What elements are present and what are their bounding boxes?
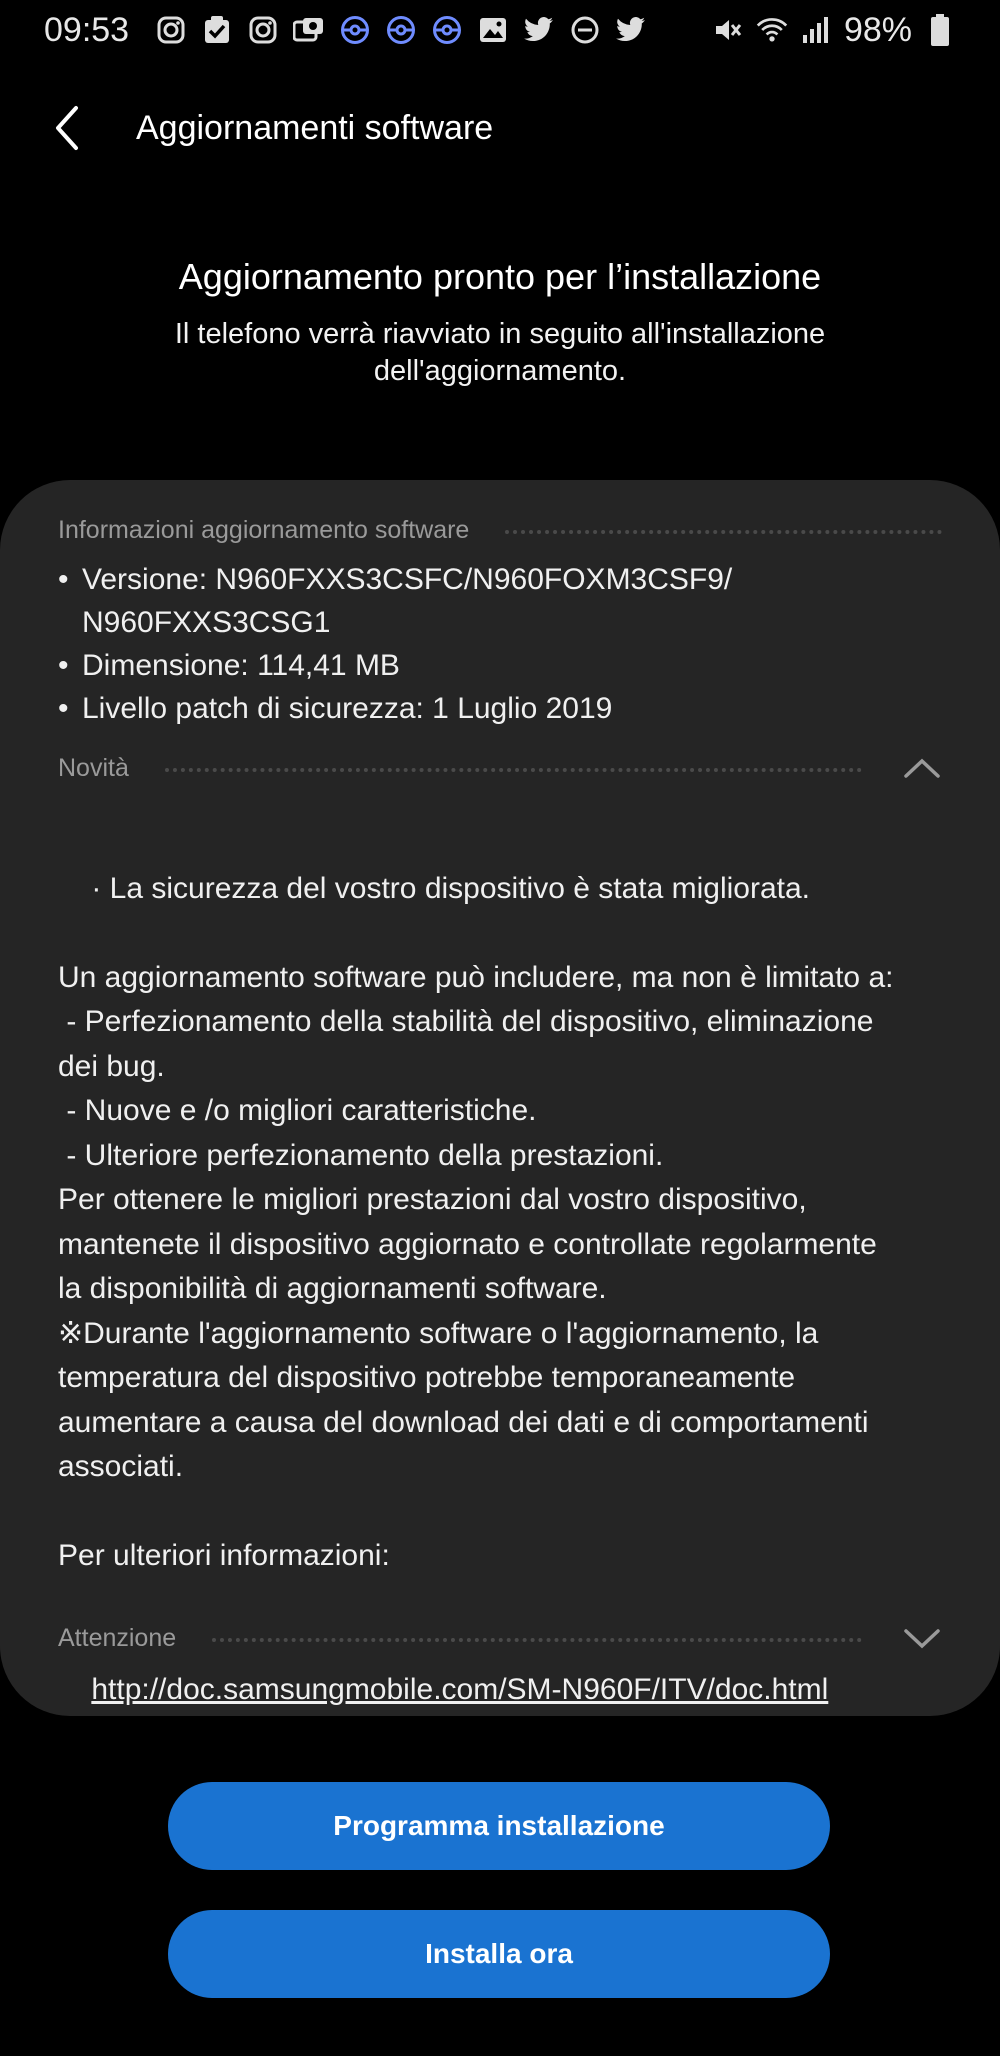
novita-text: · La sicurezza del vostro dispositivo è stata migliorata. Un aggiornamento software può includere, ma non è limitato a: - Perfezionamento della stabilità del dispositivo, eliminazione dei bug. - Nuove e /o migliori caratteristiche. - Ulteriore perfezionamento della prestazioni. Per ottenere le migliori prestazioni dal vostro dispositivo, mantenete il dispositivo aggiornato e controllate regolarmente la disponibilità di aggiornamenti software. ※Durante l'aggiornamento software o l'aggiornamento, la temperatura del dispositivo potrebbe temporaneamente aumentare a causa del download dei dati e di comportamenti associati. Per ulteriori informazioni: xyxy=(58,871,894,1572)
divider-dots xyxy=(212,1638,862,1642)
dnd-icon xyxy=(569,14,601,46)
novita-section-title: Novità xyxy=(58,753,129,782)
page-title: Aggiornamenti software xyxy=(136,108,494,147)
check-icon xyxy=(201,14,233,46)
novita-section-header[interactable] xyxy=(58,748,942,788)
update-ready-title: Aggiornamento pronto per l’installazione xyxy=(178,256,822,297)
status-bar xyxy=(0,0,1000,60)
schedule-install-button[interactable]: Programma installazione xyxy=(168,1782,830,1870)
back-arrow-icon xyxy=(48,102,88,154)
signal-icon xyxy=(800,14,832,46)
status-time: 09:53 xyxy=(44,10,130,49)
info-list xyxy=(58,558,938,730)
pokemon-icon xyxy=(339,14,371,46)
chevron-up-icon[interactable] xyxy=(886,748,942,788)
chevron-down-icon[interactable] xyxy=(886,1618,942,1658)
divider-dots xyxy=(165,768,862,772)
attenzione-section-title: Attenzione xyxy=(58,1623,177,1652)
info-section-header xyxy=(58,510,942,550)
app-header xyxy=(0,92,1000,164)
novita-body xyxy=(58,822,958,1757)
camera-icon xyxy=(293,14,325,46)
update-ready-subtitle: Il telefono verrà riavviato in seguito all'installazione dell'aggiornamento. xyxy=(174,318,826,387)
battery-percent: 98% xyxy=(843,10,912,49)
status-right xyxy=(712,11,956,50)
info-patch-level: • Livello patch di sicurezza: 1 Luglio 2019 xyxy=(58,687,938,730)
wifi-icon xyxy=(756,14,788,46)
info-version: • Versione: N960FXXS3CSFC/N960FOXM3CSF9/ N960FXXS3CSG1 xyxy=(58,558,938,644)
battery-icon xyxy=(924,14,956,46)
image-icon xyxy=(477,14,509,46)
instagram-icon xyxy=(247,14,279,46)
attenzione-section-header[interactable] xyxy=(58,1618,942,1658)
instagram-icon xyxy=(155,14,187,46)
twitter-icon xyxy=(523,14,555,46)
install-now-button[interactable]: Installa ora xyxy=(168,1910,830,1998)
divider-dots xyxy=(505,530,942,534)
pokemon-icon xyxy=(431,14,463,46)
info-link[interactable]: http://doc.samsungmobile.com/SM-N960F/ITV/doc.html xyxy=(91,1672,829,1706)
update-details-card xyxy=(0,480,1000,1716)
status-left xyxy=(44,11,647,50)
twitter-icon xyxy=(615,14,647,46)
info-section-title: Informazioni aggiornamento software xyxy=(58,515,470,544)
info-size: • Dimensione: 114,41 MB xyxy=(58,644,938,687)
mute-icon xyxy=(712,14,744,46)
pokemon-icon xyxy=(385,14,417,46)
back-button[interactable] xyxy=(48,102,88,154)
